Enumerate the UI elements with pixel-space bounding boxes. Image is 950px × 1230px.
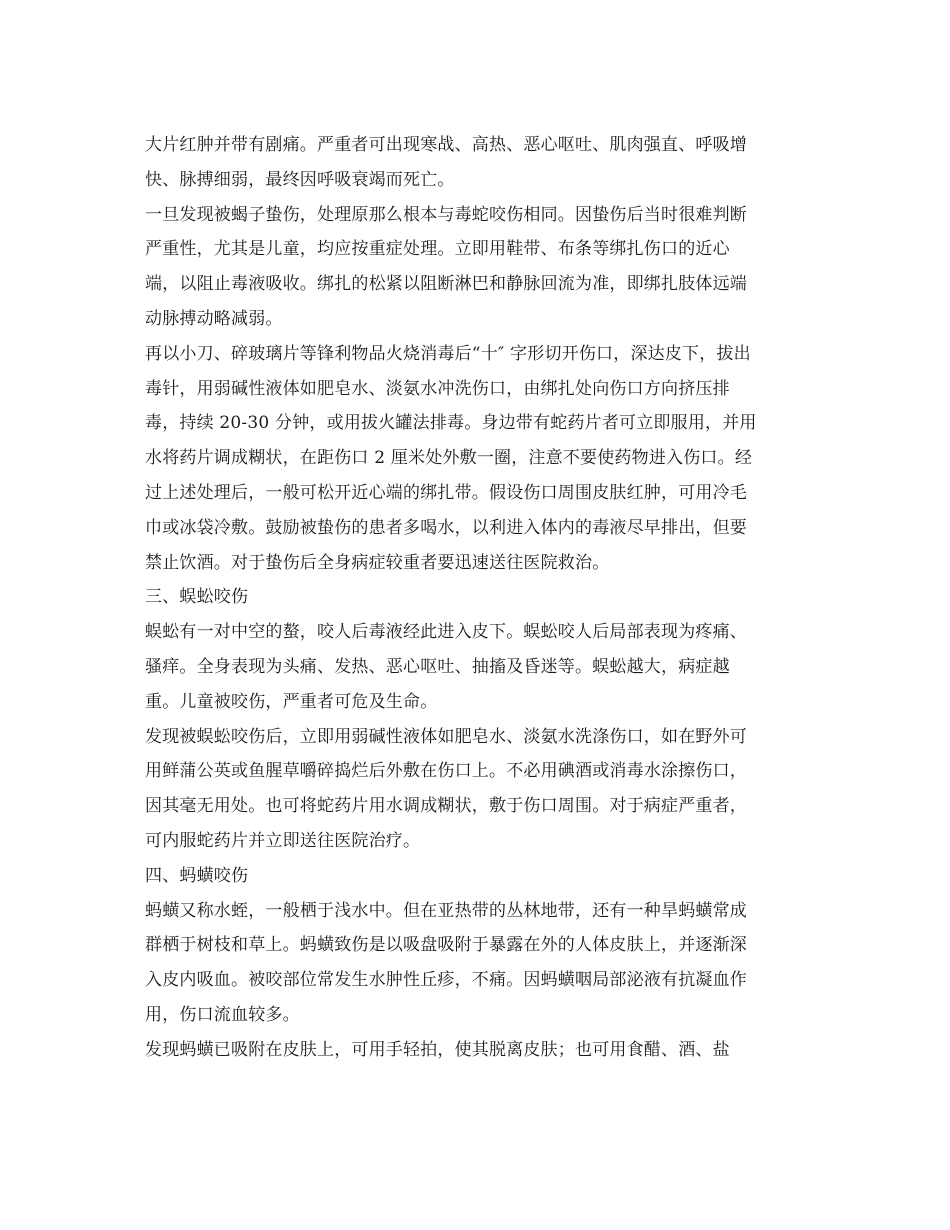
text-line: 骚痒。全身表现为头痛、发热、恶心呕吐、抽搐及昏迷等。蜈蚣越大，病症越 [145,656,730,677]
text-line: 一旦发现被蝎子蛰伤，处理原那么根本与毒蛇咬伤相同。因蛰伤后当时很难判断 [145,204,747,225]
text-line: 快、脉搏细弱，最终因呼吸衰竭而死亡。 [145,169,455,190]
text-line: 毒，持续 20-30 分钟，或用拔火罐法排毒。身边带有蛇药片者可立即服用，并用 [145,413,757,434]
text-line: 入皮内吸血。被咬部位常发生水肿性丘疹，不痛。因蚂蟥咽局部泌液有抗凝血作 [145,970,747,991]
text-line: 水将药片调成糊状，在距伤口 2 厘米处外敷一圈，注意不要使药物进入伤口。经 [145,448,753,469]
text-line: 禁止饮酒。对于蛰伤后全身病症较重者要迅速送往医院救治。 [145,552,610,573]
text-line: 因其毫无用处。也可将蛇药片用水调成糊状，敷于伤口周围。对于病症严重者， [145,796,747,817]
text-line: 再以小刀、碎玻璃片等锋利物品火烧消毒后“十″ 字形切开伤口，深达皮下，拔出 [145,343,751,364]
section-heading: 四、蚂蟥咬伤 [145,865,249,886]
text-line: 重。儿童被咬伤，严重者可危及生命。 [145,691,438,712]
text-line: 过上述处理后，一般可松开近心端的绑扎带。假设伤口周围皮肤红肿，可用冷毛 [145,482,747,503]
text-line: 用，伤口流血较多。 [145,1004,300,1025]
text-line: 毒针，用弱碱性液体如肥皂水、淡氨水冲洗伤口，由绑扎处向伤口方向挤压排 [145,378,730,399]
document-body [145,128,815,1068]
text-line: 严重性，尤其是儿童，均应按重症处理。立即用鞋带、布条等绑扎伤口的近心 [145,239,730,260]
text-line: 蚂蟥又称水蛭，一般栖于浅水中。但在亚热带的丛林地带，还有一种旱蚂蟥常成 [145,900,747,921]
text-line: 蜈蚣有一对中空的螯，咬人后毒液经此进入皮下。蜈蚣咬人后局部表现为疼痛、 [145,622,747,643]
text-line: 可内服蛇药片并立即送往医院治疗。 [145,830,421,851]
text-line: 群栖于树枝和草上。蚂蟥致伤是以吸盘吸附于暴露在外的人体皮肤上，并逐渐深 [145,935,747,956]
text-line: 动脉搏动略减弱。 [145,308,283,329]
text-line: 大片红肿并带有剧痛。严重者可出现寒战、高热、恶心呕吐、肌肉强直、呼吸增 [145,135,747,155]
section-heading: 三、蜈蚣咬伤 [145,587,249,608]
text-line: 用鲜蒲公英或鱼腥草嚼碎捣烂后外敷在伤口上。不必用碘酒或消毒水涂擦伤口， [145,761,747,782]
text-line: 发现蚂蟥已吸附在皮肤上，可用手轻拍，使其脱离皮肤；也可用食醋、酒、盐 [145,1039,730,1060]
text-line: 巾或冰袋冷敷。鼓励被蛰伤的患者多喝水，以利进入体内的毒液尽早排出，但要 [145,517,747,538]
text-line: 端，以阻止毒液吸收。绑扎的松紧以阻断淋巴和静脉回流为准，即绑扎肢体远端 [145,274,747,295]
text-line: 发现被蜈蚣咬伤后，立即用弱碱性液体如肥皂水、淡氨水洗涤伤口，如在野外可 [145,726,747,747]
